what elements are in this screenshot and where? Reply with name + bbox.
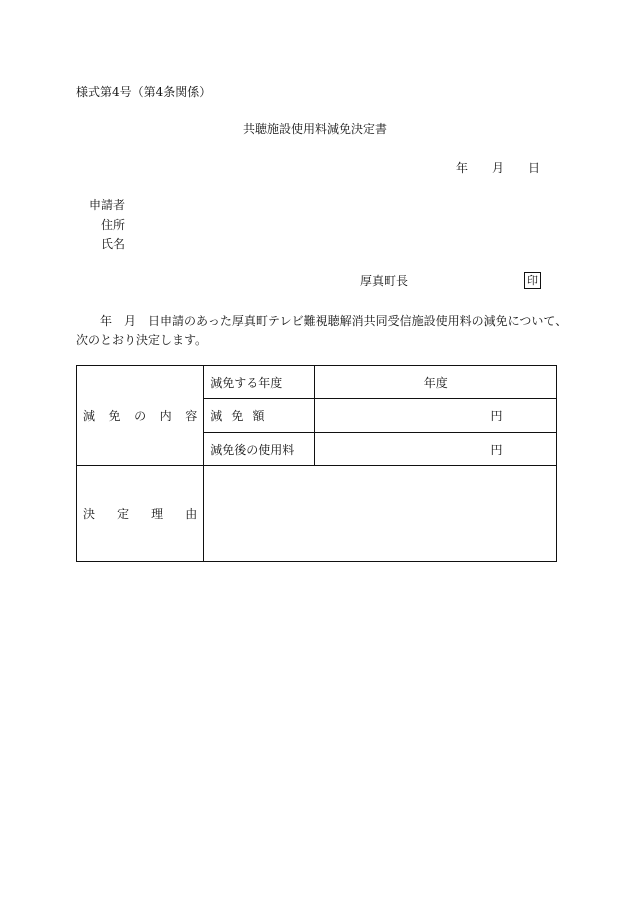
issuer-title: 厚真町長	[360, 274, 409, 288]
fee-after-reduction-field[interactable]: 円	[315, 433, 557, 466]
reduction-amount-char: 免	[231, 409, 244, 423]
decision-reason-char: 定	[117, 507, 130, 521]
form-number: 様式第4号（第4条関係）	[76, 85, 212, 99]
document-title: 共聴施設使用料減免決定書	[242, 122, 387, 136]
reduction-year-field[interactable]: 年度	[315, 366, 557, 399]
decision-reason-field[interactable]	[204, 466, 557, 562]
body-line1-text: 日申請のあった厚真町テレビ難視聴解消共同受信施設使用料の減免について、	[148, 314, 568, 328]
reduction-year-label: 減免する年度	[204, 366, 315, 399]
name-label: 氏名	[101, 237, 126, 251]
reduction-content-char: 減	[83, 409, 96, 423]
reduction-content-char: 容	[185, 409, 198, 423]
reduction-amount-char: 減	[210, 409, 223, 423]
reduction-content-char: の	[134, 409, 147, 423]
applicant-heading: 申請者	[89, 198, 126, 212]
body-line2-text: 次のとおり決定します。	[76, 333, 208, 347]
decision-reason-char: 決	[83, 507, 96, 521]
seal-mark: 印	[524, 272, 541, 289]
body-month: 月	[124, 314, 137, 328]
reduction-amount-char: 額	[252, 409, 265, 423]
decision-table	[76, 365, 557, 562]
date-year-label: 年	[456, 161, 469, 175]
body-paragraph	[76, 312, 566, 350]
decision-reason-char: 理	[151, 507, 164, 521]
reduction-content-header	[77, 366, 204, 466]
reduction-content-char: 免	[108, 409, 121, 423]
body-year: 年	[100, 314, 113, 328]
reduction-amount-field[interactable]: 円	[315, 399, 557, 433]
reduction-amount-label	[204, 399, 315, 433]
reduction-content-char: 内	[159, 409, 172, 423]
address-label: 住所	[101, 218, 126, 232]
decision-reason-header	[77, 466, 204, 562]
fee-after-reduction-label: 減免後の使用料	[204, 433, 315, 466]
date-month-label: 月	[492, 161, 505, 175]
date-day-label: 日	[528, 161, 541, 175]
decision-reason-char: 由	[185, 507, 198, 521]
